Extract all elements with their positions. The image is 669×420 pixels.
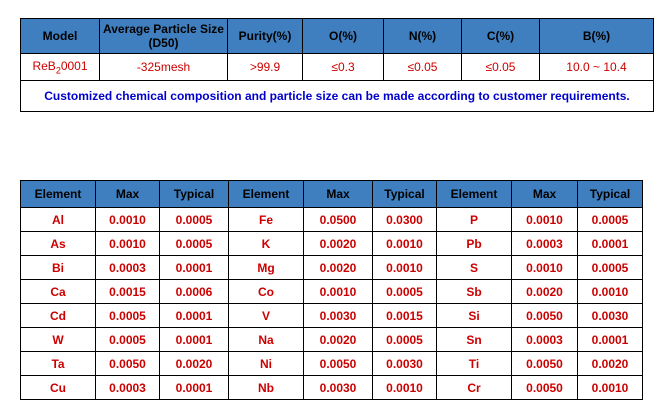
cell-typical: 0.0001: [160, 256, 229, 280]
cell-element: Ni: [229, 352, 304, 376]
cell-max: 0.0050: [96, 352, 160, 376]
spec-particle-size: -325mesh: [100, 54, 228, 81]
table-row: [21, 352, 643, 376]
cell-element: Ca: [21, 280, 96, 304]
cell-typical: 0.0005: [373, 328, 437, 352]
model-suffix: 0001: [60, 58, 88, 73]
cell-element: Pb: [437, 232, 512, 256]
header-typical-3: Typical: [578, 181, 643, 208]
header-typical-2: Typical: [373, 181, 437, 208]
cell-typical: 0.0020: [160, 352, 229, 376]
cell-typical: 0.0005: [578, 256, 643, 280]
cell-max: 0.0010: [512, 256, 578, 280]
cell-element: Si: [437, 304, 512, 328]
cell-typical: 0.0030: [373, 352, 437, 376]
cell-element: Ti: [437, 352, 512, 376]
cell-element: W: [21, 328, 96, 352]
spec-header-c: C(%): [462, 19, 540, 54]
impurity-header-row: [21, 181, 643, 208]
spec-model: [21, 54, 100, 81]
cell-max: 0.0020: [304, 232, 373, 256]
cell-typical: 0.0001: [578, 328, 643, 352]
cell-element: Cr: [437, 376, 512, 400]
cell-element: Al: [21, 208, 96, 232]
table-row: [21, 232, 643, 256]
customization-note: Customized chemical composition and particle size can be made according to customer requirements.: [21, 81, 654, 112]
cell-element: Nb: [229, 376, 304, 400]
cell-typical: 0.0006: [160, 280, 229, 304]
table-row: [21, 304, 643, 328]
cell-typical: 0.0005: [373, 280, 437, 304]
cell-element: Cu: [21, 376, 96, 400]
cell-typical: 0.0001: [160, 328, 229, 352]
cell-max: 0.0010: [96, 232, 160, 256]
table-row: [21, 208, 643, 232]
table-row: [21, 328, 643, 352]
cell-typical: 0.0030: [578, 304, 643, 328]
table-row: [21, 280, 643, 304]
cell-element: Ta: [21, 352, 96, 376]
header-max-1: Max: [96, 181, 160, 208]
spec-value-row: [21, 54, 654, 81]
cell-element: P: [437, 208, 512, 232]
cell-element: Fe: [229, 208, 304, 232]
cell-max: 0.0003: [96, 376, 160, 400]
cell-max: 0.0030: [304, 304, 373, 328]
cell-typical: 0.0010: [373, 376, 437, 400]
cell-max: 0.0050: [512, 304, 578, 328]
cell-element: As: [21, 232, 96, 256]
cell-typical: 0.0005: [160, 232, 229, 256]
cell-element: Mg: [229, 256, 304, 280]
cell-max: 0.0003: [512, 328, 578, 352]
cell-typical: 0.0001: [160, 304, 229, 328]
cell-typical: 0.0001: [160, 376, 229, 400]
cell-typical: 0.0010: [578, 280, 643, 304]
cell-element: Sb: [437, 280, 512, 304]
header-element-2: Element: [229, 181, 304, 208]
cell-max: 0.0050: [512, 352, 578, 376]
cell-element: Sn: [437, 328, 512, 352]
spec-o: ≤0.3: [303, 54, 384, 81]
cell-element: Na: [229, 328, 304, 352]
header-element-1: Element: [21, 181, 96, 208]
header-element-3: Element: [437, 181, 512, 208]
cell-max: 0.0020: [512, 280, 578, 304]
cell-element: V: [229, 304, 304, 328]
spec-header-particle-size: Average Particle Size (D50): [100, 19, 228, 54]
header-max-3: Max: [512, 181, 578, 208]
cell-typical: 0.0015: [373, 304, 437, 328]
cell-typical: 0.0300: [373, 208, 437, 232]
cell-typical: 0.0005: [578, 208, 643, 232]
table-row: [21, 376, 643, 400]
cell-element: Co: [229, 280, 304, 304]
cell-max: 0.0010: [96, 208, 160, 232]
cell-typical: 0.0010: [578, 376, 643, 400]
cell-max: 0.0010: [512, 208, 578, 232]
cell-typical: 0.0010: [373, 232, 437, 256]
spec-header-model: Model: [21, 19, 100, 54]
cell-max: 0.0500: [304, 208, 373, 232]
cell-element: S: [437, 256, 512, 280]
spec-purity: >99.9: [228, 54, 303, 81]
table-row: [21, 256, 643, 280]
cell-max: 0.0050: [512, 376, 578, 400]
spec-c: ≤0.05: [462, 54, 540, 81]
impurity-body: [21, 208, 643, 400]
spec-header-purity: Purity(%): [228, 19, 303, 54]
cell-typical: 0.0001: [578, 232, 643, 256]
cell-max: 0.0020: [304, 328, 373, 352]
cell-element: Bi: [21, 256, 96, 280]
cell-max: 0.0003: [512, 232, 578, 256]
spec-header-n: N(%): [384, 19, 462, 54]
cell-max: 0.0003: [96, 256, 160, 280]
impurity-table: [20, 180, 643, 400]
model-subscript: 2: [55, 65, 61, 76]
cell-typical: 0.0010: [373, 256, 437, 280]
header-typical-1: Typical: [160, 181, 229, 208]
cell-typical: 0.0020: [578, 352, 643, 376]
cell-typical: 0.0005: [160, 208, 229, 232]
cell-max: 0.0030: [304, 376, 373, 400]
spec-b: 10.0 ~ 10.4: [540, 54, 654, 81]
cell-max: 0.0010: [304, 280, 373, 304]
spec-n: ≤0.05: [384, 54, 462, 81]
cell-max: 0.0005: [96, 304, 160, 328]
cell-element: Cd: [21, 304, 96, 328]
cell-max: 0.0015: [96, 280, 160, 304]
spec-header-b: B(%): [540, 19, 654, 54]
spec-note-row: [21, 81, 654, 112]
cell-max: 0.0005: [96, 328, 160, 352]
cell-element: K: [229, 232, 304, 256]
spec-header-row: [21, 19, 654, 54]
model-prefix: ReB: [32, 58, 56, 73]
cell-max: 0.0050: [304, 352, 373, 376]
cell-max: 0.0020: [304, 256, 373, 280]
header-max-2: Max: [304, 181, 373, 208]
spec-table: [20, 18, 654, 112]
spec-header-o: O(%): [303, 19, 384, 54]
